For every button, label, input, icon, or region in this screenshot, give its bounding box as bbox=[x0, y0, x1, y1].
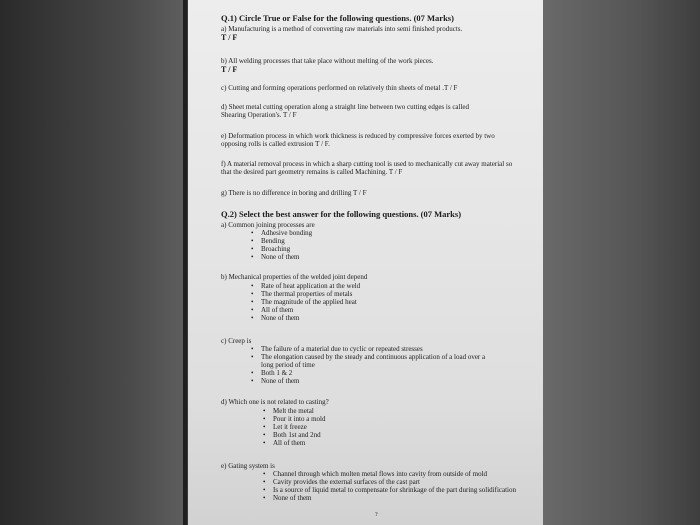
q2-e-option: • Is a source of liquid metal to compensate for shrinkage of the part during solidification bbox=[273, 487, 516, 494]
background-left bbox=[0, 0, 185, 525]
q2-d-option: • Melt the metal bbox=[273, 408, 314, 415]
q2-e-question: e) Gating system is bbox=[221, 462, 275, 470]
q2-d-option: • Pour it into a mold bbox=[273, 416, 326, 423]
q2-a-question: a) Common joining processes are bbox=[221, 221, 315, 229]
q1-b-text: b) All welding processes that take place without melting of the work pieces. bbox=[221, 57, 434, 65]
q2-a-option: • Bending bbox=[261, 238, 285, 245]
q1-e-text-line2: opposing rolls is called extrusion T / F. bbox=[221, 140, 330, 148]
q2-d-option: • Both 1st and 2nd bbox=[273, 432, 321, 439]
q1-b-true-false: T / F bbox=[221, 65, 238, 74]
q1-heading: Q.1) Circle True or False for the following questions. (07 Marks) bbox=[221, 13, 454, 23]
q1-f-text-line2: that the desired part geometry remains is called Machining. T / F bbox=[221, 168, 403, 176]
q2-d-option: • All of them bbox=[273, 440, 305, 447]
background-right bbox=[540, 0, 700, 525]
q2-c-question: c) Creep is bbox=[221, 337, 252, 345]
q2-b-option: • None of them bbox=[261, 315, 300, 322]
q2-c-option-continuation: long period of time bbox=[261, 361, 315, 369]
q2-a-option: • Adhesive bonding bbox=[261, 230, 312, 237]
q2-b-option: • All of them bbox=[261, 307, 293, 314]
q1-e-text-line1: e) Deformation process in which work thickness is reduced by compressive forces exerted by two bbox=[221, 132, 495, 140]
q2-b-option: • The magnitude of the applied heat bbox=[261, 299, 357, 306]
q2-b-question: b) Mechanical properties of the welded joint depend bbox=[221, 273, 368, 281]
q2-e-option: • Cavity provides the external surfaces of the cast part bbox=[273, 479, 420, 486]
page-marker: ? bbox=[375, 512, 378, 518]
q2-a-option: • Broaching bbox=[261, 246, 290, 253]
q1-a-text: a) Manufacturing is a method of converting raw materials into semi finished products. bbox=[221, 25, 463, 33]
q1-d-text-line1: d) Sheet metal cutting operation along a straight line between two cutting edges is called bbox=[221, 103, 470, 111]
q1-a-true-false: T / F bbox=[221, 33, 238, 42]
q2-e-option: • None of them bbox=[273, 495, 312, 502]
q1-f-text-line1: f) A material removal process in which a sharp cutting tool is used to mechanically cut away material so bbox=[221, 160, 513, 168]
q2-d-option: • Let it freeze bbox=[273, 424, 307, 431]
q2-c-option: • The failure of a material due to cyclic or repeated stresses bbox=[261, 346, 423, 353]
q1-g-text: g) There is no difference in boring and drilling T / F bbox=[221, 189, 367, 197]
q1-c-text: c) Cutting and forming operations performed on relatively thin sheets of metal .T / F bbox=[221, 84, 458, 92]
q2-c-option: • None of them bbox=[261, 378, 300, 385]
q2-a-option: • None of them bbox=[261, 254, 300, 261]
q2-b-option: • The thermal properties of metals bbox=[261, 291, 352, 298]
q2-c-option: • The elongation caused by the steady and continuous application of a load over a bbox=[261, 354, 485, 361]
screen-edge bbox=[183, 0, 187, 525]
q2-b-option: • Rate of heat application at the weld bbox=[261, 283, 360, 290]
q2-d-question: d) Which one is not related to casting? bbox=[221, 398, 329, 406]
q2-e-option: • Channel through which molten metal flows into cavity from outside of mold bbox=[273, 471, 487, 478]
q1-d-text-line2: Shearing Operation's. T / F bbox=[221, 111, 297, 119]
exam-sheet bbox=[188, 0, 543, 525]
q2-heading: Q.2) Select the best answer for the following questions. (07 Marks) bbox=[221, 209, 462, 219]
q2-c-option: • Both 1 & 2 bbox=[261, 370, 292, 377]
